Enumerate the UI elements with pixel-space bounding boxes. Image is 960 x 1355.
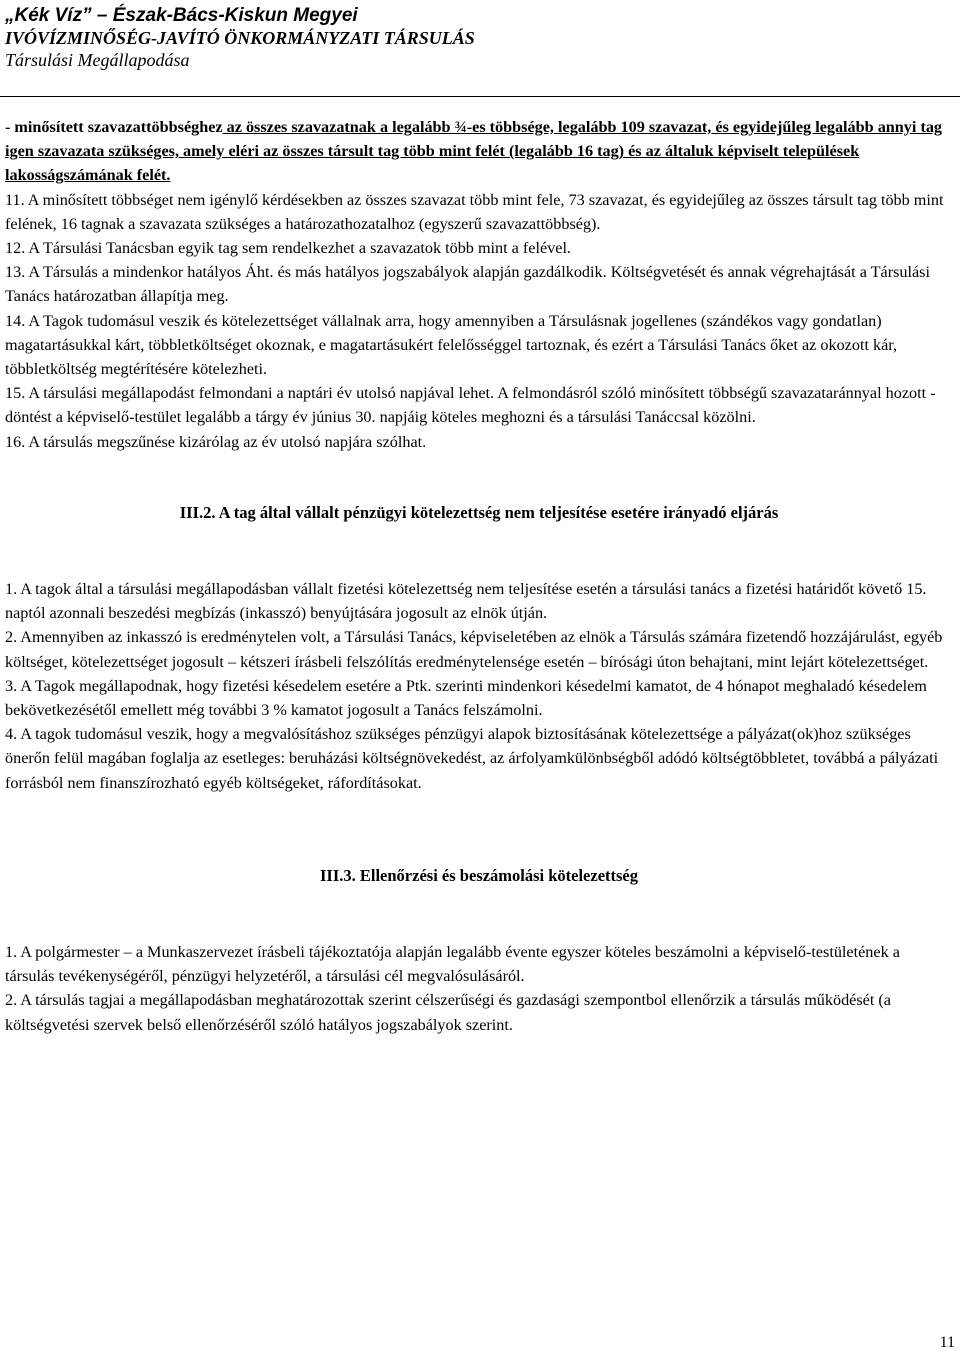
section-heading-iii-2: III.2. A tag által vállalt pénzügyi kötelezettség nem teljesítése esetére irányadó eljárás — [179, 502, 779, 522]
paragraph-iii-3-2: 2. A társulás tagjai a megállapodásban meghatározottak szerint célszerűségi és gazdasági szempontbol ellenőrzik a társulás működését (a költségvetési szervek belső ellenőrzéséről szóló hatályos jogszabályok szerint. — [5, 991, 891, 1034]
qualified-majority-lead: - minősített szavazattöbbséghez — [5, 118, 223, 136]
paragraph-11: 11. A minősített többséget nem igénylő kérdésekben az összes szavazat több mint fele, 73 szavazat, és egyidejűleg az összes társult tag több mint felének, 16 tagnak a szavazata szükséges a határozathozatalhoz (egyszerű szavazattöbbség). — [5, 190, 944, 233]
section-heading-iii-3: III.3. Ellenőrzési és beszámolási kötelezettség — [319, 865, 639, 885]
document-header — [5, 4, 475, 71]
paragraph-12: 12. A Társulási Tanácsban egyik tag sem rendelkezhet a szavazatok több mint a felével. — [5, 239, 571, 258]
paragraph-qualified-majority — [5, 115, 953, 188]
paragraph-16: 16. A társulás megszűnése kizárólag az év utolsó napjára szólhat. — [5, 432, 427, 451]
qualified-majority-rule: az összes szavazatnak a legalább ¾-es többsége, legalább 109 szavazat, és egyidejűleg legalább annyi tag igen szavazata szükséges, amely eléri az összes társult tag több mint felét (legalább 16 tag) és az általuk képviselt települések lakosságszámának felét. — [5, 118, 943, 185]
paragraph-15: 15. A társulási megállapodást felmondani a naptári év utolsó napjával lehet. A felmondásról szóló minősített többségű szavazataránnyal hozott - döntést a képviselő-testület legalább a tárgy év június 30. napjáig köteles meghozni és a társulási Tanáccsal közölni. — [5, 384, 936, 427]
header-divider — [0, 96, 960, 97]
paragraph-13: 13. A Társulás a mindenkor hatályos Áht. és más hatályos jogszabályok alapján gazdálkodik. Költségvetését és annak végrehajtását a Társulási Tanács határozatban állapítja meg. — [5, 263, 930, 306]
paragraph-iii-2-2: 2. Amennyiben az inkasszó is eredménytelen volt, a Társulási Tanács, képviseletében az elnök a Társulás számára fizetendő hozzájárulást, egyéb költséget, kötelezettséget jogosult – kétszeri írásbeli felszólítás eredménytelensége esetén – bírósági úton behajtani, mint lejárt kötelezettséget. — [5, 628, 943, 671]
org-type: IVÓVÍZMINŐSÉG-JAVÍTÓ ÖNKORMÁNYZATI TÁRSULÁS — [5, 28, 475, 48]
page-number: 11 — [939, 1334, 955, 1351]
paragraph-14: 14. A Tagok tudomásul veszik és kötelezettséget vállalnak arra, hogy amennyiben a Társulásnak jogellenes (szándékos vagy gondatlan) magatartásukkal kárt, többletköltséget okoznak, e magatartásukért felelősséggel tartoznak, és ezért a Társulási Tanács őket az okozott kár, többletköltség megtérítésére kötelezheti. — [5, 311, 898, 379]
document-body — [5, 115, 953, 1037]
paragraph-iii-3-1: 1. A polgármester – a Munkaszervezet írásbeli tájékoztatója alapján legalább évente egyszer köteles beszámolni a képviselő-testületének a társulás tevékenységéről, pénzügyi helyzetéről, a társulási cél megvalósulásáról. — [5, 943, 900, 986]
org-name: „Kék Víz” – Észak-Bács-Kiskun Megyei — [5, 5, 358, 26]
paragraph-iii-2-3: 3. A Tagok megállapodnak, hogy fizetési késedelem esetére a Ptk. szerinti mindenkori késedelmi kamatot, de 4 hónapot meghaladó késedelem bekövetkezésétől emellett még további 3 % kamatot jogosult a Tanács felszámolni. — [5, 676, 927, 720]
paragraph-iii-2-1: 1. A tagok által a társulási megállapodásban vállalt fizetési kötelezettség nem teljesítése esetén a társulási tanács a fizetési határidőt követő 15. naptól azonnali beszedési megbízás (inkasszó) benyújtására jogosult az elnök útján. — [5, 580, 927, 623]
document-title: Társulási Megállapodása — [5, 50, 190, 70]
paragraph-iii-2-4: 4. A tagok tudomásul veszik, hogy a megvalósításhoz szükséges pénzügyi alapok biztosításának kötelezettsége a pályázat(ok)hoz szükséges önerőn felül magában foglalja az esetleges: beruházási költségnövekedést, az árfolyamkülönbségből adódó költségtöbbletet, továbbá a pályázati forrásból nem finanszírozható egyéb költségeket, ráfordításokat. — [5, 725, 939, 792]
